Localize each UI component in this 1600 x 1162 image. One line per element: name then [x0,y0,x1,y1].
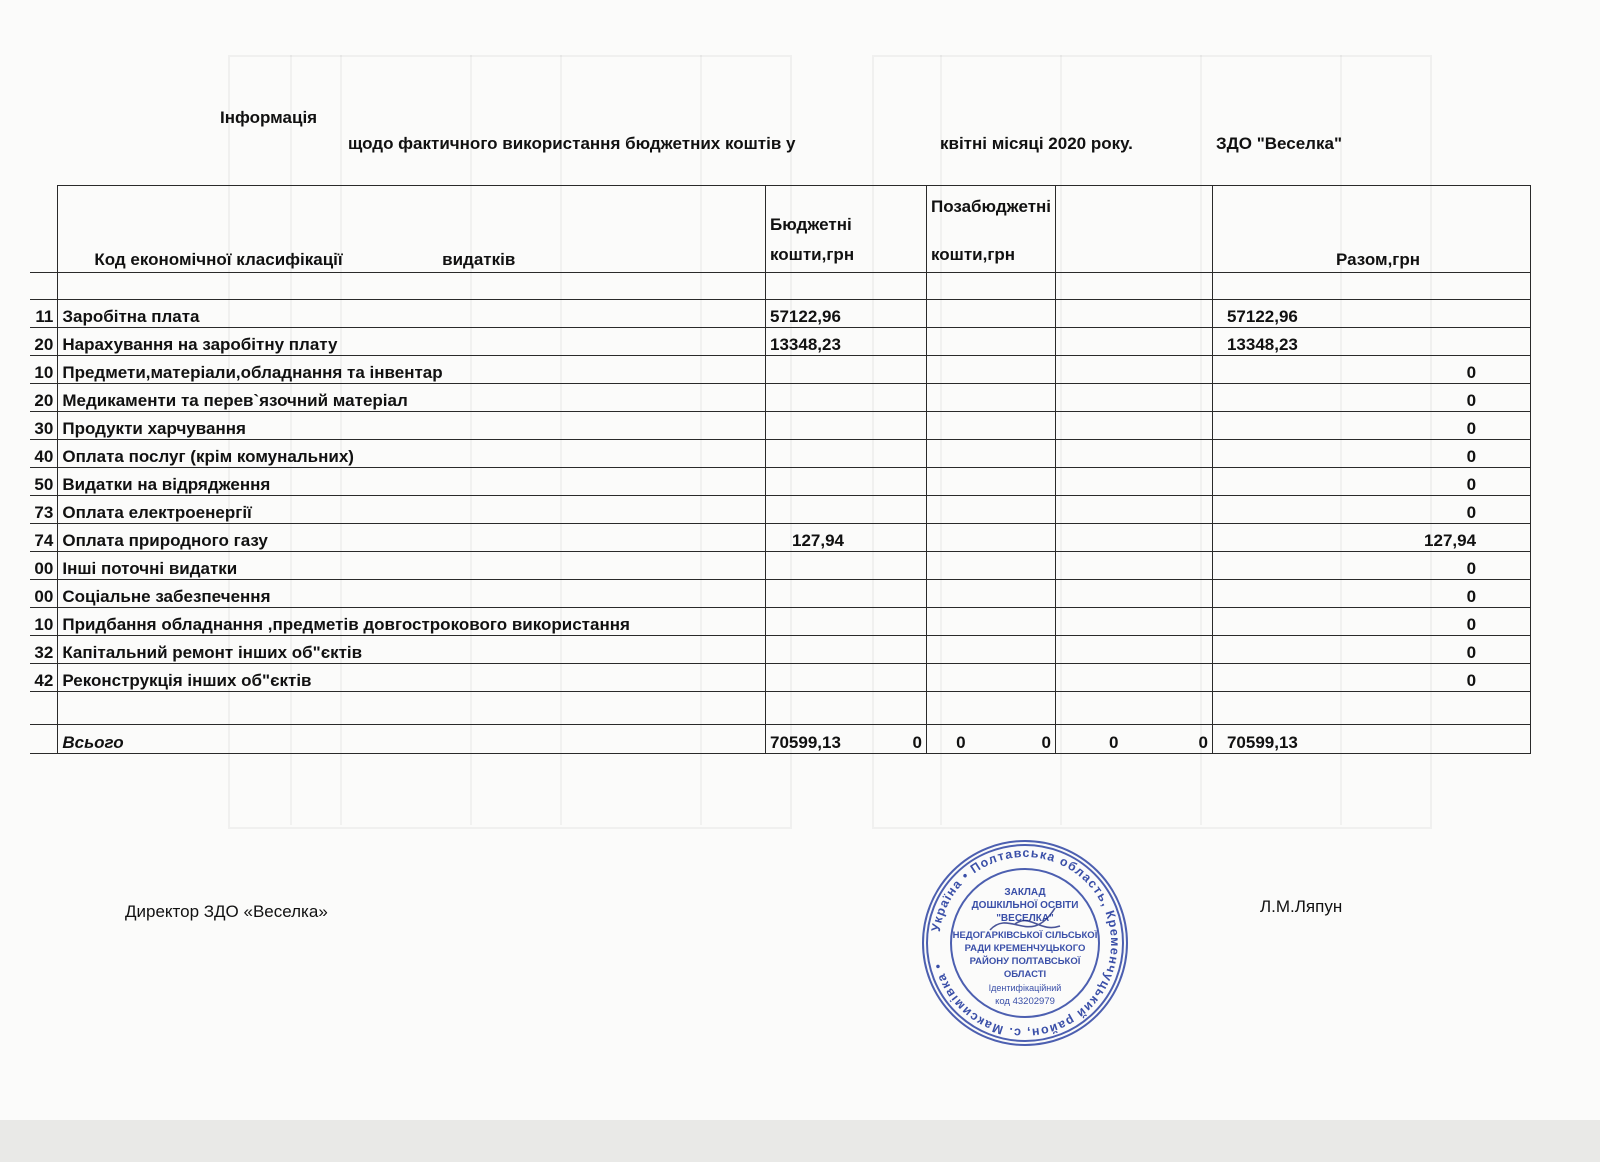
table-row [30,412,1600,440]
signer-name: Л.М.Ляпун [1260,897,1343,916]
row-code: 00 [30,580,58,608]
row-code: 42 [30,664,58,692]
seal-ring-text-path: Україна • Полтавська область, Кременчуцький район, с. Максимівка • [928,845,1123,1041]
row-total-value: 57122,96 [1212,300,1530,328]
table-row [30,524,1600,552]
row-extra-budget [926,664,1055,692]
row-extra-budget [926,580,1055,608]
row-total-value: 0 [1212,552,1530,580]
table-row [30,608,1600,636]
row-total-value: 0 [1212,496,1530,524]
total-zero: 0 [1109,733,1119,752]
scan-bottom-edge [0,1120,1600,1162]
table-row [30,300,1600,328]
row-expense-name: Медикаменти та перев`язочний матеріал [58,384,766,412]
header-budget [766,186,927,273]
row-extra-budget [926,412,1055,440]
row-extra-budget [926,328,1055,356]
row-total-value: 127,94 [1212,524,1530,552]
total-sum-value: 70599,13 [1226,733,1298,752]
row-expense-name: Продукти харчування [58,412,766,440]
row-empty-col [1056,384,1213,412]
row-empty-col [1056,468,1213,496]
seal-line: РАЙОНУ ПОЛТАВСЬКОЇ [969,956,1081,967]
row-code: 20 [30,328,58,356]
row-extra-budget [926,496,1055,524]
row-expense-name: Інші поточні видатки [58,552,766,580]
row-expense-name: Оплата електроенергії [58,496,766,524]
table-row [30,440,1600,468]
row-extra-budget [926,300,1055,328]
row-empty-col [1056,636,1213,664]
header-extra-budget [926,186,1055,273]
total-zero: 0 [912,733,922,752]
row-code: 74 [30,524,58,552]
row-budget-value [766,384,927,412]
row-extra-budget [926,552,1055,580]
header-budget-line2: кошти,грн [770,245,855,264]
total-label: Всього [58,725,766,754]
row-extra-budget [926,636,1055,664]
total-budget [766,725,927,754]
header-total [1212,186,1530,273]
row-code: 00 [30,552,58,580]
seal-line: ОБЛАСТІ [1003,969,1047,980]
row-total-value: 0 [1212,608,1530,636]
header-total-label: Разом,грн [1336,250,1421,269]
row-empty-col [1056,552,1213,580]
total-row [30,725,1600,754]
official-seal-stamp [920,838,1130,1048]
row-empty-col [1056,300,1213,328]
document-organization: ЗДО "Веселка" [1216,134,1343,153]
row-extra-budget [926,440,1055,468]
row-budget-value: 13348,23 [766,328,927,356]
seal-line: ДОШКІЛЬНОЇ ОСВІТИ [971,900,1079,911]
header-extra-line2: кошти,грн [930,245,1016,264]
total-sum [1212,725,1530,754]
row-budget-value [766,580,927,608]
row-budget-value [766,664,927,692]
row-empty-col [1056,412,1213,440]
table-row [30,328,1600,356]
row-total-value: 0 [1212,356,1530,384]
seal-line: ЗАКЛАД [1004,887,1046,898]
total-zero: 0 [1198,733,1208,752]
table-row [30,468,1600,496]
row-code: 73 [30,496,58,524]
seal-line: код 43202979 [995,996,1055,1007]
row-total-value: 0 [1212,580,1530,608]
header-expenses-label: видатків [442,250,516,269]
document-subtitle: щодо фактичного використання бюджетних коштів у [348,134,796,153]
row-code: 10 [30,356,58,384]
row-expense-name: Капітальний ремонт інших об"єктів [58,636,766,664]
total-extra-budget [926,725,1055,754]
row-extra-budget [926,356,1055,384]
row-total-value: 0 [1212,664,1530,692]
row-total-value: 0 [1212,440,1530,468]
row-extra-budget [926,608,1055,636]
row-expense-name: Видатки на відрядження [58,468,766,496]
row-expense-name: Предмети,матеріали,обладнання та інвентар [58,356,766,384]
table-row [30,356,1600,384]
expenses-table [30,185,1600,754]
row-total-value: 0 [1212,412,1530,440]
row-empty-col [1056,664,1213,692]
row-code: 50 [30,468,58,496]
row-total-value: 0 [1212,636,1530,664]
row-budget-value [766,356,927,384]
total-zero: 0 [956,733,966,752]
seal-line: Ідентифікаційний [988,983,1062,993]
table-spacer-row [30,273,1600,300]
row-code: 40 [30,440,58,468]
header-code-label: Код економічної класифікації [94,250,343,269]
row-extra-budget [926,468,1055,496]
row-code: 20 [30,384,58,412]
row-empty-col [1056,496,1213,524]
row-empty-col [1056,328,1213,356]
row-code: 32 [30,636,58,664]
table-row [30,580,1600,608]
table-row [30,664,1600,692]
seal-line: НЕДОГАРКІВСЬКОЇ СІЛЬСЬКОЇ [952,930,1098,941]
row-expense-name: Оплата послуг (крім комунальних) [58,440,766,468]
row-extra-budget [926,384,1055,412]
table-spacer-row [30,692,1600,725]
row-expense-name: Реконструкція інших об"єктів [58,664,766,692]
row-code: 11 [30,300,58,328]
row-budget-value [766,468,927,496]
table-row [30,636,1600,664]
row-expense-name: Заробітна плата [58,300,766,328]
row-empty-col [1056,608,1213,636]
table-row [30,552,1600,580]
header-code-classification [58,186,766,273]
signer-title: Директор ЗДО «Веселка» [125,902,328,921]
seal-line: "ВЕСЕЛКА" [996,913,1054,924]
row-budget-value: 127,94 [766,524,927,552]
row-total-value: 0 [1212,384,1530,412]
row-budget-value [766,412,927,440]
row-budget-value [766,636,927,664]
row-extra-budget [926,524,1055,552]
header-empty-col [1056,186,1213,273]
row-total-value: 0 [1212,468,1530,496]
header-extra-line1: Позабюджетні [930,197,1052,216]
table-header-row [30,186,1600,273]
row-code: 30 [30,412,58,440]
row-expense-name: Придбання обладнання ,предметів довгострокового використання [58,608,766,636]
row-empty-col [1056,524,1213,552]
total-budget-value: 70599,13 [770,733,841,752]
row-empty-col [1056,440,1213,468]
row-total-value: 13348,23 [1212,328,1530,356]
total-zero: 0 [1041,733,1052,752]
row-code: 10 [30,608,58,636]
row-budget-value: 57122,96 [766,300,927,328]
row-expense-name: Нарахування на заробітну плату [58,328,766,356]
row-budget-value [766,608,927,636]
seal-line: РАДИ КРЕМЕНЧУЦЬКОГО [964,943,1086,954]
row-budget-value [766,440,927,468]
document-title: Інформація [220,108,318,127]
table-row [30,384,1600,412]
table-row [30,496,1600,524]
row-budget-value [766,496,927,524]
total-empty-col [1056,725,1213,754]
row-empty-col [1056,356,1213,384]
row-expense-name: Оплата природного газу [58,524,766,552]
row-budget-value [766,552,927,580]
row-expense-name: Соціальне забезпечення [58,580,766,608]
header-budget-line1: Бюджетні [770,215,852,234]
row-empty-col [1056,580,1213,608]
document-period: квітні місяці 2020 року. [940,134,1133,153]
